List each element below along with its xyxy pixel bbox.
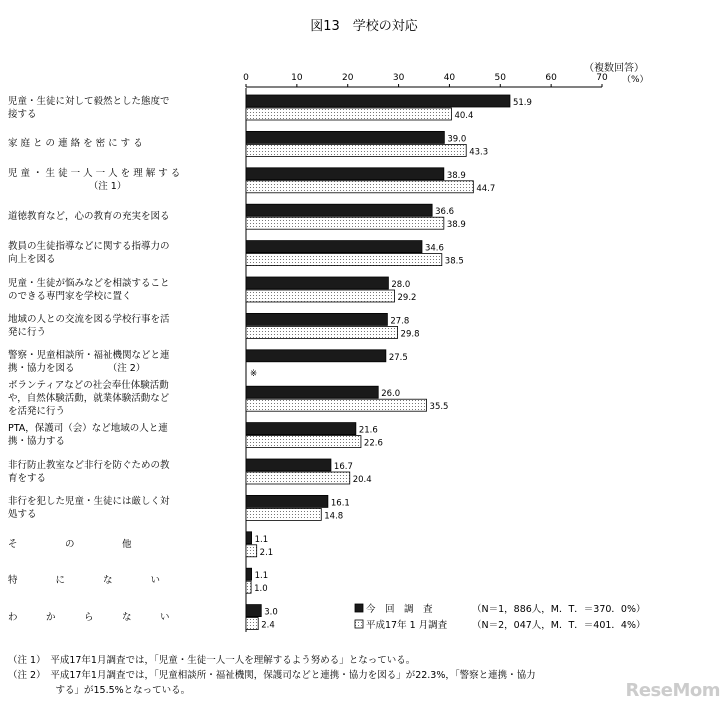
unit-label: （%） [622,75,649,85]
x-tick-label: 0 [243,73,249,83]
data-label: 16.7 [333,462,353,472]
bar-h17 [246,472,350,484]
bar-current [246,568,252,580]
chart-title: 図13 学校の対応 [310,19,418,34]
bar-current [246,605,261,617]
legend-swatch [355,620,363,628]
bar-h17 [246,545,257,557]
category-label: わ か ら な い [8,611,170,623]
category-label: ボランティアなどの社会奉仕体験活動 や，自然体験活動，就業体験活動など を活発に行う [8,380,170,418]
category-label: 警察・児童相談所・福祉機関などと連 携・協力を図る （注 2） [8,350,170,375]
bar-current [246,350,386,362]
bar-h17 [246,181,473,193]
data-label: 39.0 [447,134,467,145]
data-label: 2.4 [261,620,275,631]
bar-current [246,168,444,180]
data-label: 34.6 [424,243,444,254]
bar-h17 [246,508,321,520]
category-label: 地域の人との交流を図る学校行事を活 発に行う [8,313,170,338]
bar-current [246,313,387,325]
data-label: 38.9 [446,170,466,181]
footnote-1: （注 1） 平成17年1月調査では，「児童・生徒一人一人を理解するよう努める」となっている。 [8,655,416,666]
bar-current [246,386,378,398]
footnotes [8,653,723,698]
footnote-2: （注 2） 平成17年1月調査では，「児童相談所・福祉機関，保護司などと連携・協力を図る」が22.3%，「警察と連携・協力 [8,670,536,681]
data-label: 20.4 [352,475,372,485]
data-label: 40.4 [454,111,474,121]
data-label: 36.6 [435,207,455,218]
data-label: 26.0 [381,389,401,400]
data-label: 14.8 [324,511,344,522]
bar-h17 [246,290,395,302]
data-label: 29.2 [397,293,417,303]
bar-current [246,95,510,107]
legend-series-note: （N＝2，047人，M．T．＝401．4%） [472,620,646,631]
data-label: 1.0 [254,584,268,595]
x-tick-label: 10 [291,73,303,83]
data-label: 22.6 [363,438,383,449]
data-label: 2.1 [259,547,274,558]
data-label: 38.9 [446,220,466,231]
data-label: 21.6 [358,425,378,436]
data-label: 35.5 [429,402,449,413]
data-label: 16.1 [330,498,350,509]
data-label: 43.3 [469,147,489,158]
data-label: 1.1 [254,571,269,582]
category-label: そ の 他 [8,538,132,550]
bar-current [246,459,331,471]
category-label: PTA，保護司（会）など地域の人と連 携・協力する [8,423,168,448]
bar-current [246,241,422,253]
bar-current [246,495,328,507]
data-label: 28.0 [391,280,411,290]
bar-current [246,423,356,435]
bar-current [246,204,432,216]
category-label: 道徳教育など，心の教育の充実を図る [8,211,170,223]
bar-current [246,532,252,544]
data-label: 38.5 [444,256,464,267]
category-label: 児童・生徒に対して毅然とした態度で 接する [8,95,170,120]
bar-current [246,131,444,143]
bar-h17 [246,326,398,338]
category-label: 家 庭 と の 連 絡 を 密 に す る [8,138,143,150]
bars [246,95,510,630]
x-tick-label: 50 [494,73,507,83]
legend [355,603,646,631]
multi-answer-note: （複数回答） [584,63,644,74]
watermark-logo: ReseMom [625,680,720,701]
bar-current [246,277,388,289]
legend-series-note: （N＝1，886人，M．T．＝370．0%） [472,604,646,615]
x-tick-label: 60 [545,73,557,83]
legend-series-name: 平成17年 1 月調査 [366,620,448,631]
data-label: ※ [250,368,258,379]
data-label: 3.0 [264,607,278,618]
data-label: 1.1 [254,534,269,545]
bar-h17 [246,144,466,156]
bar-h17 [246,618,258,630]
x-tick-label: 20 [341,73,354,83]
footnote-2-cont: する」が15.5%となっている。 [8,685,191,696]
category-label: 非行を犯した児童・生徒には厳しく対 処する [8,495,170,520]
category-label: 特 に な い [8,575,161,587]
bar-h17 [246,581,251,593]
x-tick-label: 40 [443,73,456,83]
bar-h17 [246,108,451,120]
data-label: 27.8 [390,316,410,327]
bar-h17 [246,254,442,266]
x-tick-label: 30 [392,73,405,83]
data-label: 27.5 [388,352,408,363]
data-label: 51.9 [512,98,532,108]
legend-swatch [355,604,363,612]
x-tick-label: 70 [596,73,608,83]
bar-h17 [246,436,361,448]
category-label: 非行防止教室など非行を防ぐための教 育をする [8,459,170,484]
category-label: 児 童 ・ 生 徒 一 人 一 人 を 理 解 す る （注 1） [8,168,181,193]
bar-h17 [246,399,427,411]
data-label: 44.7 [476,183,496,194]
legend-series-name: 今 回 調 査 [366,604,433,615]
bar-h17 [246,217,444,229]
data-label: 29.8 [400,329,420,340]
category-label: 教員の生徒指導などに関する指導力の 向上を図る [8,241,170,266]
category-label: 児童・生徒が悩みなどを相談すること のできる専門家を学校に置く [8,277,170,302]
